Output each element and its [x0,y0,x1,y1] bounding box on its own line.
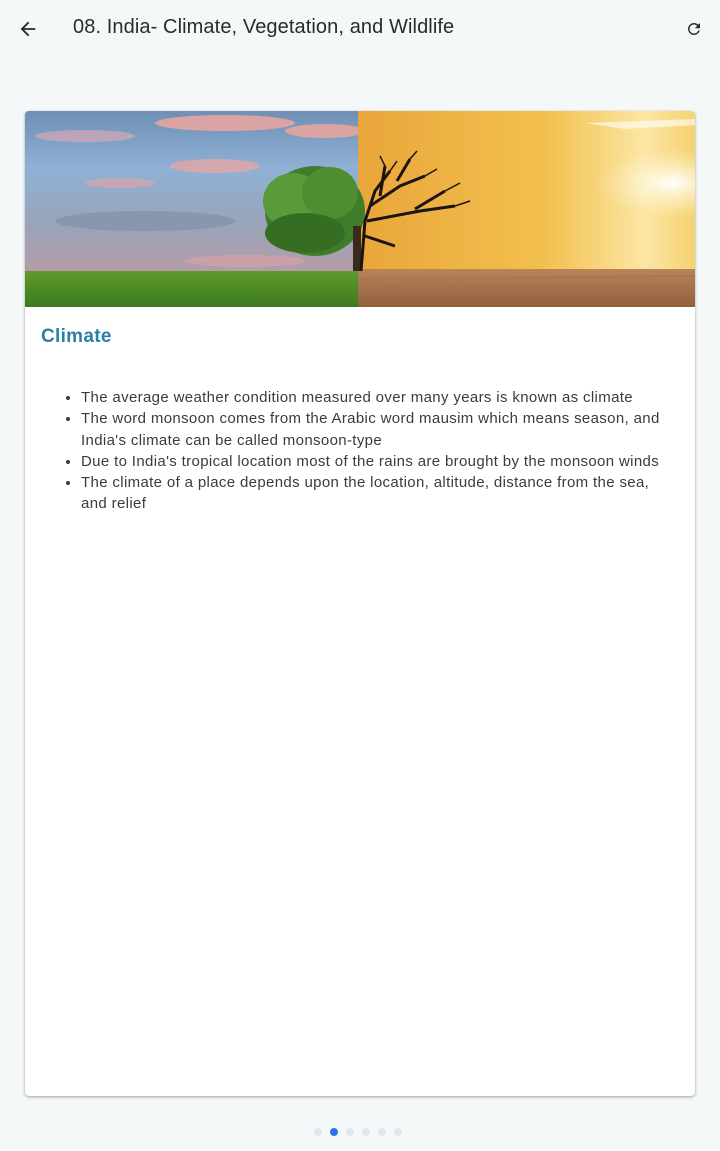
list-item: • The average weather condition measured over many years is known as climate [81,387,677,408]
content-card [25,111,695,1096]
refresh-icon [685,20,703,38]
page-dot[interactable] [314,1128,322,1136]
arrow-left-icon [17,18,39,40]
list-item: • The word monsoon comes from the Arabic word mausim which means season, and India's climate can be called monsoon-type [81,408,677,451]
page-title: 08. India- Climate, Vegetation, and Wildlife [73,16,455,38]
list-item: • The climate of a place depends upon the location, altitude, distance from the sea, and relief [81,472,677,515]
back-button[interactable] [12,13,44,45]
page-dot[interactable] [394,1128,402,1136]
app-bar [0,0,720,58]
section-heading: Climate [41,326,112,347]
page-dot-active[interactable] [330,1128,338,1136]
page-indicator [0,1128,720,1138]
climate-bullet-list [81,387,677,515]
page-dot[interactable] [346,1128,354,1136]
page-dot[interactable] [378,1128,386,1136]
refresh-button[interactable] [682,16,706,42]
list-item: • Due to India's tropical location most of the rains are brought by the monsoon winds [81,451,677,472]
page-dot[interactable] [362,1128,370,1136]
climate-hero-image [25,111,695,307]
